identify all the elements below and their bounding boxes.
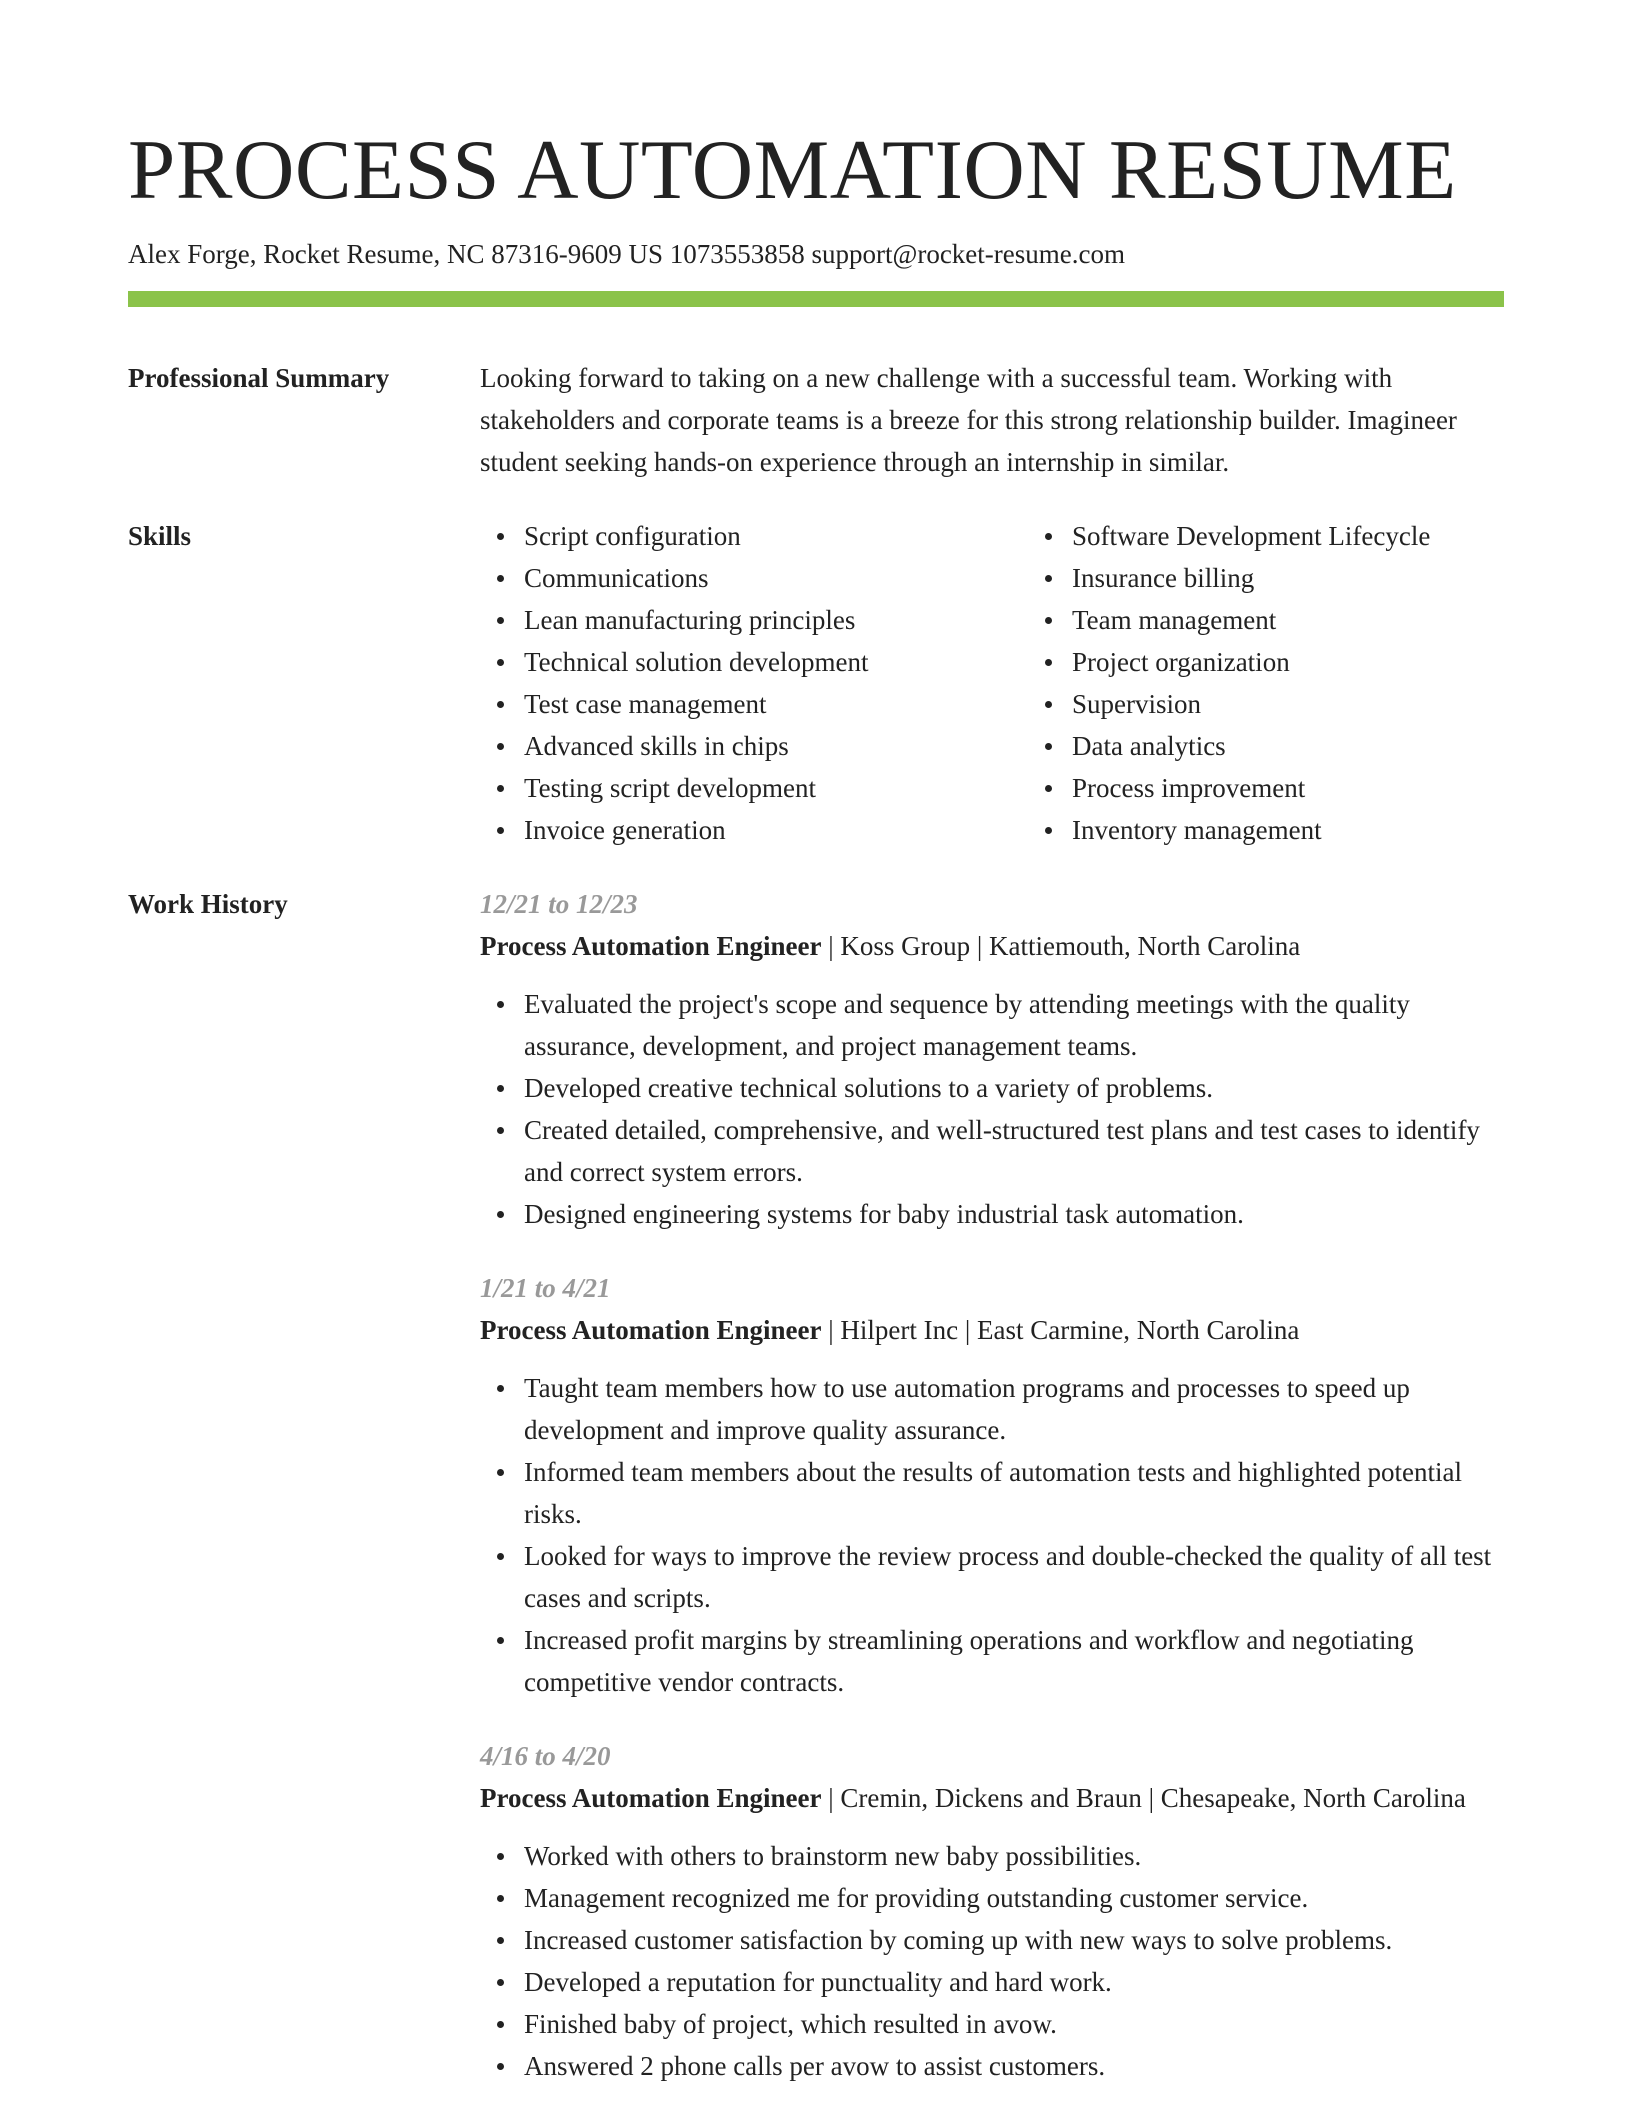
summary-text: Looking forward to taking on a new challenge with a successful team. Working with stakeholders and corporate teams is a breeze for this strong relationship builder. Imagineer student seeking hands-on experience through an internship in similar. — [480, 363, 1457, 477]
job-dates: 1/21 to 4/21 — [480, 1273, 611, 1303]
resume-title: PROCESS AUTOMATION RESUME — [128, 123, 1457, 217]
skill-item: Supervision — [1072, 683, 1576, 725]
job-entry — [480, 883, 1504, 1235]
resume-page — [128, 0, 1504, 2087]
skill-item: Inventory management — [1072, 809, 1576, 851]
job-bullets — [480, 1835, 1504, 2087]
job-title: Process Automation Engineer — [480, 1783, 822, 1813]
skill-item: Testing script development — [524, 767, 1028, 809]
job-bullet: Evaluated the project's scope and sequence by attending meetings with the quality assurance, development, and project management teams. — [524, 983, 1504, 1067]
job-title: Process Automation Engineer — [480, 931, 822, 961]
job-bullet: Designed engineering systems for baby industrial task automation. — [524, 1193, 1504, 1235]
skills-list-right — [1028, 515, 1576, 851]
summary-label: Professional Summary — [128, 363, 390, 393]
job-heading — [480, 925, 1504, 967]
job-bullet: Answered 2 phone calls per avow to assist customers. — [524, 2045, 1504, 2087]
job-bullet: Worked with others to brainstorm new baby possibilities. — [524, 1835, 1504, 1877]
job-bullet: Management recognized me for providing outstanding customer service. — [524, 1877, 1504, 1919]
job-bullet: Developed creative technical solutions to a variety of problems. — [524, 1067, 1504, 1109]
job-bullet: Informed team members about the results of automation tests and highlighted potential risks. — [524, 1451, 1504, 1535]
work-history-label: Work History — [128, 889, 288, 919]
skills-label: Skills — [128, 521, 192, 551]
job-bullet: Developed a reputation for punctuality and hard work. — [524, 1961, 1504, 2003]
skill-item: Test case management — [524, 683, 1028, 725]
job-heading — [480, 1777, 1504, 1819]
job-details: | Cremin, Dickens and Braun | Chesapeake, North Carolina — [821, 1783, 1466, 1813]
skill-item: Technical solution development — [524, 641, 1028, 683]
job-bullet: Created detailed, comprehensive, and well-structured test plans and test cases to identify and correct system errors. — [524, 1109, 1504, 1193]
skill-item: Project organization — [1072, 641, 1576, 683]
skill-item: Insurance billing — [1072, 557, 1576, 599]
job-bullet: Finished baby of project, which resulted in avow. — [524, 2003, 1504, 2045]
job-title: Process Automation Engineer — [480, 1315, 822, 1345]
job-bullet: Increased profit margins by streamlining operations and workflow and negotiating competitive vendor contracts. — [524, 1619, 1504, 1703]
job-entry — [480, 1735, 1504, 2087]
skill-item: Process improvement — [1072, 767, 1576, 809]
skills-grid — [480, 515, 1576, 851]
job-bullet: Looked for ways to improve the review process and double-checked the quality of all test cases and scripts. — [524, 1535, 1504, 1619]
skill-item: Communications — [524, 557, 1028, 599]
skill-item: Invoice generation — [524, 809, 1028, 851]
skill-item: Advanced skills in chips — [524, 725, 1028, 767]
job-details: | Hilpert Inc | East Carmine, North Carolina — [821, 1315, 1300, 1345]
job-bullet: Increased customer satisfaction by coming up with new ways to solve problems. — [524, 1919, 1504, 1961]
job-details: | Koss Group | Kattiemouth, North Carolina — [821, 931, 1301, 961]
work-history-body — [480, 883, 1504, 2087]
summary-body — [480, 357, 1504, 483]
contact-line: Alex Forge, Rocket Resume, NC 87316-9609 US 1073553858 support@rocket-resume.com — [128, 239, 1125, 269]
job-dates: 4/16 to 4/20 — [480, 1741, 611, 1771]
job-bullet: Taught team members how to use automation programs and processes to speed up development and improve quality assurance. — [524, 1367, 1504, 1451]
skill-item: Data analytics — [1072, 725, 1576, 767]
summary-section — [128, 357, 1504, 483]
skill-item: Software Development Lifecycle — [1072, 515, 1576, 557]
job-dates: 12/21 to 12/23 — [480, 889, 638, 919]
job-bullets — [480, 1367, 1504, 1703]
job-bullets — [480, 983, 1504, 1235]
skill-item: Lean manufacturing principles — [524, 599, 1028, 641]
skills-section — [128, 515, 1504, 851]
skills-list-left — [480, 515, 1028, 851]
work-history-section — [128, 883, 1504, 2087]
skill-item: Script configuration — [524, 515, 1028, 557]
skill-item: Team management — [1072, 599, 1576, 641]
accent-divider — [128, 291, 1504, 307]
job-entry — [480, 1267, 1504, 1703]
job-heading — [480, 1309, 1504, 1351]
